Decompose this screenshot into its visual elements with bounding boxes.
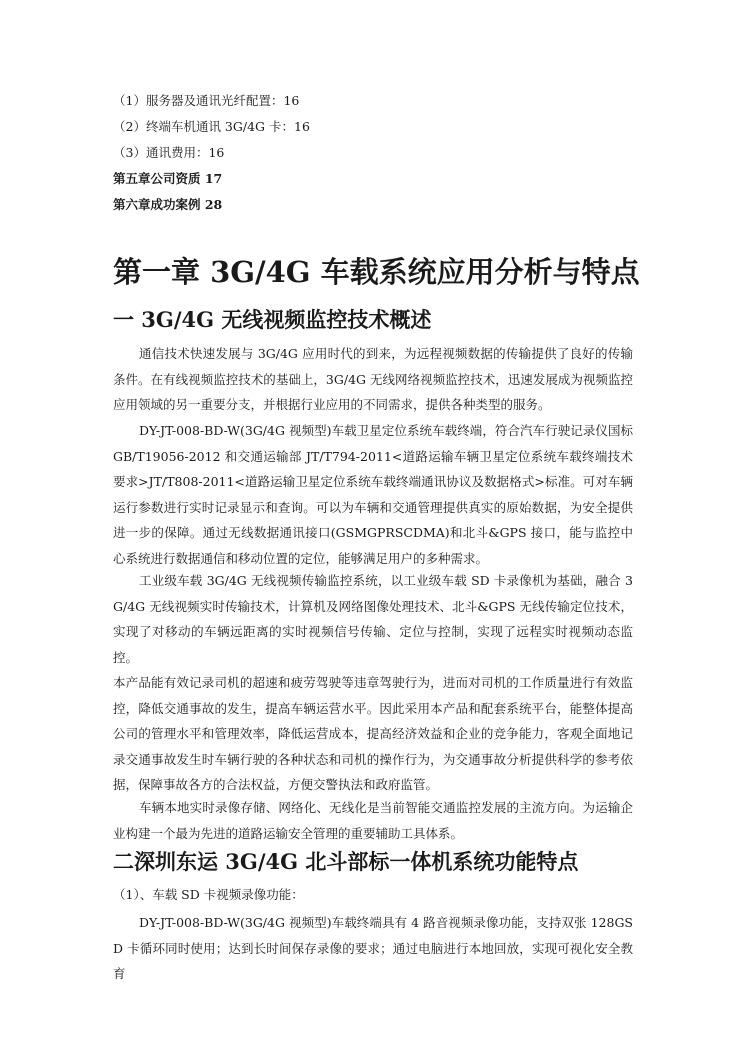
paragraph: 工业级车载 3G/4G 无线视频传输监控系统，以工业级车载 SD 卡录像机为基础，融合 3G/4G 无线视频实时传输技术，计算机及网络图像处理技术、北斗&GPS 无线传输定位技术，实现了对移动的车辆远距离的实时视频信号传输、定位与控制，实现了远程实时视频动态监控。	[113, 573, 633, 665]
toc-item: （1）服务器及通讯光纤配置：16	[113, 93, 300, 108]
paragraph: 车辆本地实时录像存储、网络化、无线化是当前智能交通监控发展的主流方向。为运输企业构建一个最为先进的道路运输安全管理的重要辅助工具体系。	[113, 800, 633, 841]
chapter-title: 第一章 3G/4G 车载系统应用分析与特点	[113, 255, 640, 289]
toc-item: （3）通讯费用：16	[113, 145, 225, 160]
toc-chapter: 第五章公司资质 17	[113, 171, 223, 186]
paragraph: 通信技术快速发展与 3G/4G 应用时代的到来，为远程视频数据的传输提供了良好的传输条件。在有线视频监控技术的基础上，3G/4G 无线网络视频监控技术，迅速发展成为视频监控应用领域的另一重要分支，并根据行业应用的不同需求，提供各种类型的服务。	[113, 346, 633, 413]
paragraph: DY-JT-008-BD-W(3G/4G 视频型)车载终端具有 4 路音视频录像功能，支持双张 128GSD 卡循环同时使用；达到长时间保存录像的要求；通过电脑进行本地回放，实现可视化安全教育	[113, 915, 633, 982]
section-title: 二深圳东运 3G/4G 北斗部标一体机系统功能特点	[113, 849, 579, 874]
section-title: 一 3G/4G 无线视频监控技术概述	[113, 307, 432, 332]
toc-chapter: 第六章成功案例 28	[113, 197, 223, 212]
list-item-heading: （1）、车载 SD 卡视频录像功能：	[113, 887, 304, 902]
paragraph: 本产品能有效记录司机的超速和疲劳驾驶等违章驾驶行为，进而对司机的工作质量进行有效监控，降低交通事故的发生，提高车辆运营水平。因此采用本产品和配套系统平台，能整体提高公司的管理水平和管理效率，降低运营成本，提高经济效益和企业的竞争能力，客观全面地记录交通事故发生时车辆行驶的各种状态和司机的操作行为，为交通事故分析提供科学的参考依据，保障事故各方的合法权益，方便交警执法和政府监管。	[113, 675, 633, 793]
toc-item: （2）终端车机通讯 3G/4G 卡：16	[113, 119, 310, 134]
paragraph: DY-JT-008-BD-W(3G/4G 视频型)车载卫星定位系统车载终端，符合汽车行驶记录仪国标 GB/T19056-2012 和交通运输部 JT/T794-2011<道路运输车辆卫星定位系统车载终端技术要求>JT/T808-2011<道路运输卫星定位系统车载终端通讯协议及数据格式>标准。可对车辆运行参数进行实时记录显示和查询。可以为车辆和交通管理提供真实的原始数据，为安全提供进一步的保障。通过无线数据通讯接口(GSMGPRSCDMA)和北斗&GPS 接口，能与监控中心系统进行数据通信和移动位置的定位，能够满足用户的多种需求。	[113, 423, 633, 566]
